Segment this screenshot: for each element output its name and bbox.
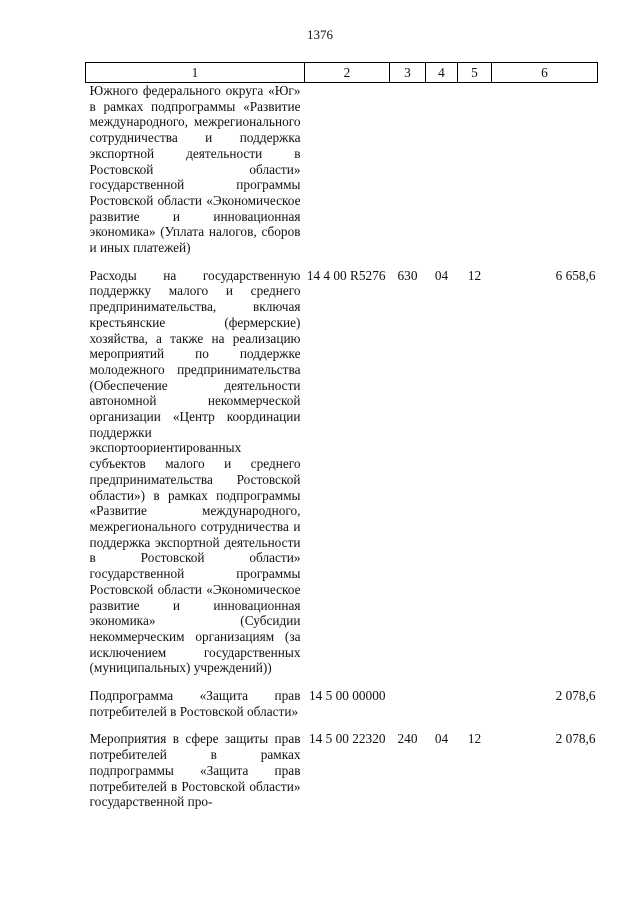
- budget-table: [85, 62, 598, 822]
- header-row: [86, 63, 598, 83]
- table-row: [86, 731, 598, 822]
- row-amount: 2 078,6: [555, 731, 596, 747]
- row-pr: [458, 83, 492, 268]
- row-rz: 04: [434, 731, 449, 747]
- row-code: [305, 83, 390, 268]
- row-name: Южного федерального округа «Юг» в рамках подпрограммы «Развитие международного, межрегионального сотрудничества и поддержка экспортной деятельности в Ростовской области» государственной программы Ростовской области «Экономическое развитие и инновационная экономика» (Уплата налогов, сборов и иных платежей): [89, 83, 301, 256]
- row-rz: [426, 688, 458, 731]
- header-col-2: 2: [305, 63, 390, 83]
- row-code: 14 5 00 00000: [309, 688, 386, 704]
- table-row: [86, 83, 598, 268]
- header-col-6: 6: [492, 63, 598, 83]
- row-amount: 6 658,6: [555, 267, 596, 283]
- row-amount: [492, 83, 598, 268]
- header-col-5: 5: [458, 63, 492, 83]
- row-code: 14 4 00 R5276: [306, 267, 386, 283]
- row-code: 14 5 00 22320: [309, 731, 386, 747]
- row-pr: [458, 688, 492, 731]
- row-amount: 2 078,6: [555, 688, 596, 704]
- page-number: 1376: [307, 27, 333, 42]
- row-vr: [390, 688, 426, 731]
- table-row: [86, 268, 598, 688]
- row-pr: 12: [467, 731, 482, 747]
- row-name: Расходы на государственную поддержку малого и среднего предпринимательства, включая крестьянские (фермерские) хозяйства, а также на реализацию мероприятий по поддержке молодежного предпринимательства (Обеспечение деятельности автономной некоммерческой организации «Центр координации поддержки экспортоориентированных субъектов малого и среднего предпринимательства Ростовской области») в рамках подпрограммы «Развитие международного, межрегионального сотрудничества и поддержка экспортной деятельности в Ростовской области» государственной программы Ростовской области «Экономическое развитие и инновационная экономика» (Субсидии некоммерческим организациям (за исключением государственных (муниципальных) учреждений)): [89, 267, 301, 676]
- row-vr: 630: [397, 267, 418, 283]
- row-name: Подпрограмма «Защита прав потребителей в Ростовской области»: [89, 688, 301, 719]
- row-rz: [426, 83, 458, 268]
- header-col-4: 4: [426, 63, 458, 83]
- row-vr: 240: [397, 731, 418, 747]
- row-pr: 12: [467, 267, 482, 283]
- row-name: Мероприятия в сфере защиты прав потребителей в рамках подпрограммы «Защита прав потребителей в Ростовской области» государственной про-: [89, 731, 301, 810]
- table-row: [86, 688, 598, 731]
- row-vr: [390, 83, 426, 268]
- header-col-3: 3: [390, 63, 426, 83]
- row-rz: 04: [434, 267, 449, 283]
- header-col-1: 1: [86, 63, 305, 83]
